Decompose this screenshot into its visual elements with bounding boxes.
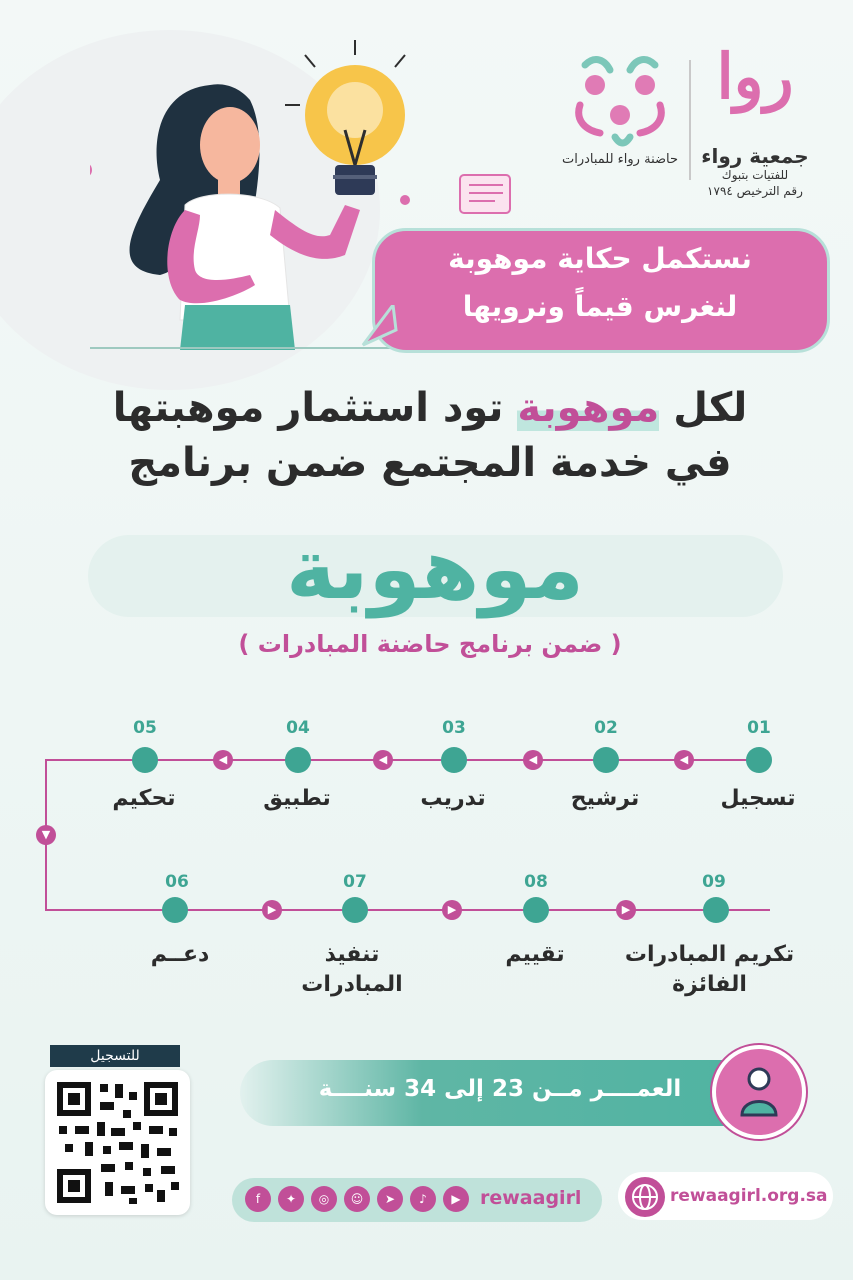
program-subtitle: ( ضمن برنامج حاضنة المبادرات ) xyxy=(238,630,622,658)
woman-lightbulb-illustration xyxy=(90,30,420,350)
arrow-right-icon: ▶ xyxy=(262,900,282,920)
instagram-icon[interactable]: ◎ xyxy=(311,1186,337,1212)
step-number: 03 xyxy=(442,718,466,738)
youtube-icon[interactable]: ▶ xyxy=(443,1186,469,1212)
step-dot xyxy=(441,747,467,773)
step-label: تسجيل xyxy=(720,786,796,811)
step-label: تقييم xyxy=(505,942,565,967)
step-dot xyxy=(523,897,549,923)
bubble-line-1: نستكمل حكاية موهوبة xyxy=(448,242,752,275)
qr-code[interactable] xyxy=(45,1070,190,1215)
association-logo-mark: روا xyxy=(716,40,794,113)
step-dot xyxy=(132,747,158,773)
headline-line-2: في خدمة المجتمع ضمن برنامج xyxy=(128,440,732,486)
timeline-line-bottom xyxy=(45,909,770,911)
step-label: دعــم xyxy=(150,942,210,967)
step-label: تنفيذ المبادرات xyxy=(301,942,403,997)
step-number: 09 xyxy=(702,872,726,892)
arrow-left-icon: ◀ xyxy=(523,750,543,770)
notebook-icon xyxy=(455,170,520,220)
globe-icon[interactable] xyxy=(625,1177,665,1217)
logo-divider xyxy=(689,60,691,180)
headline-suffix: تود استثمار موهبتها xyxy=(112,385,518,431)
snapchat-icon[interactable]: ☺ xyxy=(344,1186,370,1212)
program-title: موهوبة xyxy=(285,520,585,618)
bubble-line-2: لنغرس قيماً ونرويها xyxy=(462,290,738,323)
step-dot xyxy=(593,747,619,773)
association-subtitle: للفتيات بتبوك xyxy=(721,168,789,182)
license-number: رقم الترخيص ١٧٩٤ xyxy=(707,184,803,198)
qr-code-icon xyxy=(45,1070,190,1215)
website-link[interactable]: rewaagirl.org.sa xyxy=(670,1186,828,1206)
incubator-logo-icon xyxy=(565,45,675,150)
arrow-left-icon: ◀ xyxy=(674,750,694,770)
step-label: تدريب xyxy=(420,786,486,811)
incubator-logo-text: حاضنة رواء للمبادرات xyxy=(561,152,679,167)
step-number: 02 xyxy=(594,718,618,738)
step-label: تكريم المبادرات الفائزة xyxy=(624,942,795,997)
arrow-left-icon: ◀ xyxy=(213,750,233,770)
arrow-down-icon: ▼ xyxy=(36,825,56,845)
twitter-icon[interactable]: ✦ xyxy=(278,1186,304,1212)
step-dot xyxy=(285,747,311,773)
arrow-right-icon: ▶ xyxy=(616,900,636,920)
age-text: العمــــر مــن 23 إلى 34 سنــــة xyxy=(318,1076,682,1102)
arrow-left-icon: ◀ xyxy=(373,750,393,770)
telegram-icon[interactable]: ➤ xyxy=(377,1186,403,1212)
qr-label: للتسجيل xyxy=(50,1045,180,1067)
step-label: ترشيح xyxy=(570,786,640,811)
arrow-right-icon: ▶ xyxy=(442,900,462,920)
person-icon xyxy=(712,1045,806,1139)
step-dot xyxy=(342,897,368,923)
social-handle[interactable]: rewaagirl xyxy=(480,1187,582,1209)
step-number: 05 xyxy=(133,718,157,738)
step-number: 08 xyxy=(524,872,548,892)
step-dot xyxy=(746,747,772,773)
step-dot xyxy=(162,897,188,923)
tiktok-icon[interactable]: ♪ xyxy=(410,1186,436,1212)
step-number: 01 xyxy=(747,718,771,738)
headline-line-1 xyxy=(90,385,770,431)
step-label: تحكيم xyxy=(112,786,176,811)
facebook-icon[interactable]: f xyxy=(245,1186,271,1212)
step-dot xyxy=(703,897,729,923)
step-number: 06 xyxy=(165,872,189,892)
headline-prefix: لكل xyxy=(659,385,748,431)
step-label: تطبيق xyxy=(263,786,331,811)
headline-highlight: موهوبة xyxy=(517,385,660,431)
step-number: 07 xyxy=(343,872,367,892)
step-number: 04 xyxy=(286,718,310,738)
association-name: جمعية رواء xyxy=(701,144,809,168)
